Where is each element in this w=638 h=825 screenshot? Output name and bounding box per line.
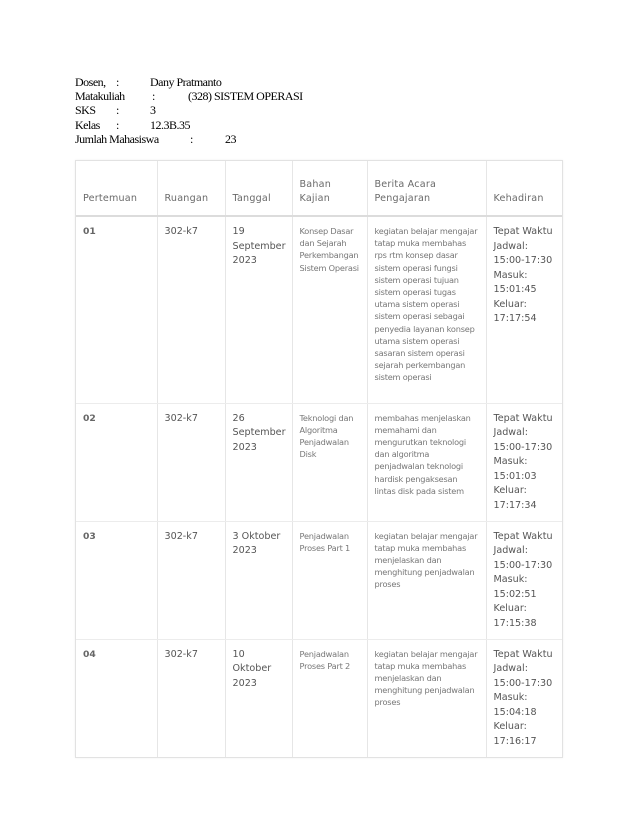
kehadiran-jadwal-label: Jadwal:	[493, 240, 528, 252]
header-berita-acara: Berita Acara Pengajaran	[367, 161, 486, 216]
cell-bahan-kajian: Penjadwalan Proses Part 2	[292, 639, 367, 757]
header-bahan-kajian: Bahan Kajian	[292, 161, 367, 216]
kelas-value: 12.3B.35	[150, 117, 191, 132]
attendance-table-container	[75, 160, 563, 758]
kehadiran-keluar: 17:17:34	[493, 499, 537, 511]
cell-kehadiran	[486, 403, 562, 521]
cell-bahan-kajian: Teknologi dan Algoritma Penjadwalan Disk	[292, 403, 367, 521]
kehadiran-keluar-label: Keluar:	[493, 603, 527, 614]
kehadiran-masuk-label: Masuk:	[493, 456, 528, 467]
dosen-label: Dosen,	[75, 75, 106, 89]
kehadiran-jadwal-label: Jadwal:	[493, 427, 528, 438]
kehadiran-jadwal-label: Jadwal:	[493, 663, 528, 674]
cell-tanggal: 26 September 2023	[225, 403, 292, 521]
cell-bahan-kajian: Konsep Dasar dan Sejarah Perkembangan Sistem Operasi	[292, 216, 367, 403]
kehadiran-keluar: 17:17:54	[493, 313, 537, 324]
matakuliah-label: Matakuliah	[75, 89, 125, 104]
cell-tanggal: 3 Oktober 2023	[225, 521, 292, 639]
kehadiran-masuk: 15:01:45	[493, 284, 537, 295]
cell-berita-acara: kegiatan belajar mengajar tatap muka membahas menjelaskan dan menghitung penjadwalan proses	[367, 521, 486, 639]
kehadiran-masuk-label: Masuk:	[493, 574, 528, 585]
kehadiran-jadwal: 15:00-17:30	[493, 677, 553, 689]
table-row	[76, 216, 562, 403]
cell-berita-acara: kegiatan belajar mengajar tatap muka membahas menjelaskan dan menghitung penjadwalan proses	[367, 639, 486, 757]
sks-separator: :	[116, 103, 119, 118]
kehadiran-jadwal: 15:00-17:30	[493, 255, 553, 266]
kehadiran-keluar-label: Keluar:	[493, 485, 527, 496]
cell-ruangan: 302-k7	[157, 403, 225, 521]
kehadiran-masuk: 15:04:18	[493, 706, 537, 718]
kehadiran-jadwal: 15:00-17:30	[493, 441, 553, 453]
cell-tanggal: 19 September 2023	[225, 216, 292, 403]
jumlah-mahasiswa-separator: :	[190, 131, 193, 146]
kehadiran-status: Tepat Waktu	[493, 412, 553, 424]
cell-ruangan: 302-k7	[157, 639, 225, 757]
jumlah-mahasiswa-label: Jumlah Mahasiswa	[75, 131, 159, 146]
cell-berita-acara: kegiatan belajar mengajar tatap muka membahas rps rtm konsep dasar sistem operasi fungsi sistem operasi tujuan sistem operasi tugas utama sistem operasi sistem operasi sebagai penyedia layanan konsep utama sistem operasi sasaran sistem operasi sejarah perkembangan sistem operasi	[367, 216, 486, 403]
kelas-separator: :	[116, 117, 119, 132]
kelas-label: Kelas	[75, 117, 100, 132]
cell-kehadiran	[486, 521, 562, 639]
kehadiran-keluar: 17:16:17	[493, 735, 537, 747]
table-row	[76, 403, 562, 521]
table-header-row	[76, 161, 562, 216]
header-ruangan: Ruangan	[157, 161, 225, 216]
cell-bahan-kajian: Penjadwalan Proses Part 1	[292, 521, 367, 639]
header-pertemuan: Pertemuan	[76, 161, 157, 216]
kehadiran-jadwal: 15:00-17:30	[493, 559, 553, 571]
kehadiran-masuk: 15:02:51	[493, 588, 537, 600]
cell-pertemuan: 02	[76, 403, 157, 521]
cell-kehadiran	[486, 639, 562, 757]
kehadiran-status: Tepat Waktu	[493, 226, 553, 237]
table-row	[76, 521, 562, 639]
kehadiran-keluar: 17:15:38	[493, 617, 537, 629]
kehadiran-status: Tepat Waktu	[493, 648, 553, 660]
sks-label: SKS	[75, 103, 96, 118]
kehadiran-keluar-label: Keluar:	[493, 298, 527, 310]
kehadiran-masuk: 15:01:03	[493, 470, 537, 482]
cell-tanggal: 10 Oktober 2023	[225, 639, 292, 757]
cell-pertemuan: 04	[76, 639, 157, 757]
sks-value: 3	[150, 103, 156, 118]
kehadiran-jadwal-label: Jadwal:	[493, 545, 528, 556]
header-tanggal: Tanggal	[225, 161, 292, 216]
cell-ruangan: 302-k7	[157, 521, 225, 639]
kehadiran-keluar-label: Keluar:	[493, 721, 527, 732]
kehadiran-masuk-label: Masuk:	[493, 692, 528, 703]
cell-pertemuan: 03	[76, 521, 157, 639]
matakuliah-value: (328) SISTEM OPERASI	[188, 89, 303, 104]
matakuliah-separator: :	[152, 89, 155, 104]
attendance-table	[76, 161, 562, 757]
cell-berita-acara: membahas menjelaskan memahami dan mengurutkan teknologi dan algoritma penjadwalan teknologi hardisk pengaksesan lintas disk pada sistem	[367, 403, 486, 521]
cell-kehadiran	[486, 216, 562, 403]
jumlah-mahasiswa-value: 23	[225, 131, 236, 146]
dosen-separator: :	[116, 75, 119, 89]
header-kehadiran: Kehadiran	[486, 161, 562, 216]
cell-pertemuan: 01	[76, 216, 157, 403]
cell-ruangan: 302-k7	[157, 216, 225, 403]
table-row	[76, 639, 562, 757]
kehadiran-status: Tepat Waktu	[493, 530, 553, 542]
dosen-value: Dany Pratmanto	[150, 75, 222, 89]
kehadiran-masuk-label: Masuk:	[493, 269, 528, 281]
